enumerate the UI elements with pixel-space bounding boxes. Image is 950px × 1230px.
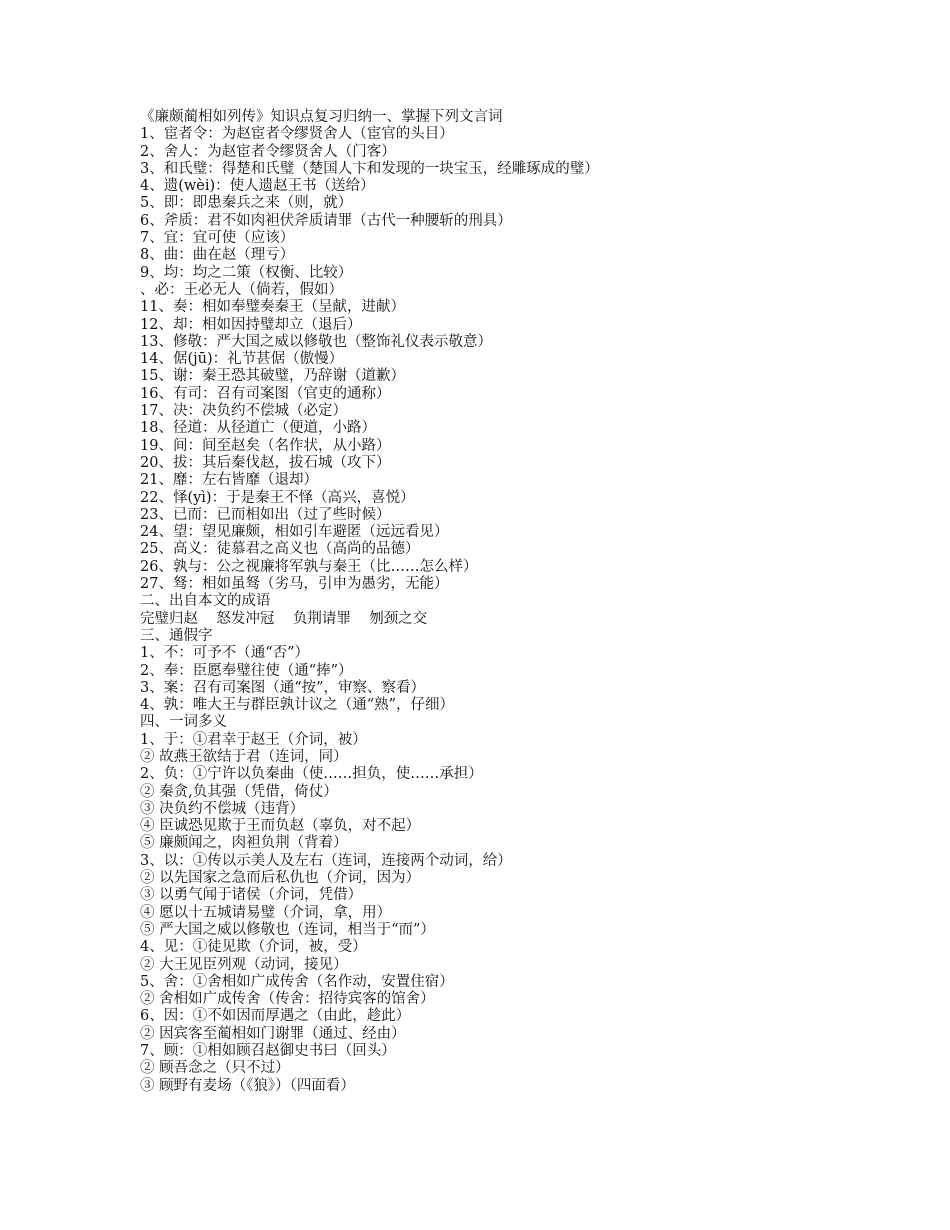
vocab-item: 11、奏：相如奉璧奏秦王（呈献，进献） [140, 299, 405, 316]
polysemy-item: ④ 臣诚恐见欺于王而负赵（辜负，对不起） [140, 818, 421, 835]
vocab-item: 13、修敬：严大国之威以修敬也（整饰礼仪表示敬意） [140, 333, 492, 350]
document-page [140, 109, 940, 1095]
polysemy-item: ② 顾吾念之（只不过） [140, 1060, 290, 1077]
idioms-line: 完璧归赵 怒发冲冠 负荆请罪 刎颈之交 [140, 610, 428, 627]
polysemy-item: 3、以：①传以示美人及左右（连词，连接两个动词，给） [140, 852, 512, 869]
loanword-item: 1、不：可予不（通“否”） [140, 645, 310, 662]
vocab-item: 23、已而：已而相如出（过了些时候） [140, 506, 391, 523]
vocab-item: 24、望：望见廉颇，相如引车避匿（远远看见） [140, 524, 449, 541]
vocab-item: 17、决：决负约不偿城（必定） [140, 403, 347, 420]
vocab-item: 5、即：即患秦兵之来（则，就） [140, 195, 353, 212]
vocab-item: 16、有司：召有司案图（官吏的通称） [140, 385, 391, 402]
polysemy-item: ② 以先国家之急而后私仇也（介词，因为） [140, 870, 421, 887]
polysemy-item: ② 秦贪,负其强（凭借，倚仗） [140, 783, 338, 800]
vocab-item: 21、靡：左右皆靡（退却） [140, 472, 318, 489]
vocab-item: 14、倨(jū)：礼节甚倨（傲慢） [140, 351, 344, 368]
vocab-item: 3、和氏璧：得楚和氏璧（楚国人卞和发现的一块宝玉，经雕琢成的璧） [140, 160, 599, 177]
section-heading: 四、一词多义 [140, 714, 227, 731]
polysemy-item: ② 故燕王欲结于君（连词，同） [140, 748, 348, 765]
polysemy-item: ③ 决负约不偿城（违背） [140, 800, 305, 817]
vocab-item: 27、驽：相如虽驽（劣马，引申为愚劣，无能） [140, 576, 449, 593]
vocab-item: 、必：王必无人（倘若，假如） [140, 281, 343, 298]
polysemy-item: 5、舍：①舍相如广成传舍（名作动，安置住宿） [140, 973, 454, 990]
doc-title: 《廉颇蔺相如列传》知识点复习归纳一、掌握下列文言词 [140, 109, 503, 125]
vocab-item: 22、怿(yì)：于是秦王不怿（高兴，喜悦） [140, 489, 415, 506]
vocab-item: 15、谢：秦王恐其破璧，乃辞谢（道歉） [140, 368, 405, 385]
polysemy-item: 6、因：①不如因而厚遇之（由此，趁此） [140, 1008, 411, 1025]
vocab-item: 20、拔：其后秦伐赵，拔石城（攻下） [140, 454, 391, 471]
vocab-item: 8、曲：曲在赵（理亏） [140, 247, 295, 264]
loanword-item: 2、奉：臣愿奉璧往使（通“捧”） [140, 662, 353, 679]
polysemy-item: ③ 以勇气闻于诸侯（介词，凭借） [140, 887, 363, 904]
polysemy-item: 4、见：①徒见欺（介词，被，受） [140, 939, 367, 956]
polysemy-item: ⑤ 严大国之威以修敬也（连词，相当于“而”） [140, 921, 435, 938]
vocab-item: 19、间：间至赵矣（名作状，从小路） [140, 437, 391, 454]
vocab-item: 1、宦者令：为赵宦者令缪贤舍人（宦官的头目） [140, 126, 454, 143]
polysemy-item: 7、顾：①相如顾召赵御史书曰（回头） [140, 1043, 396, 1060]
loanword-item: 3、案：召有司案图（通“按”，审察、察看） [140, 679, 426, 696]
vocab-item: 18、径道：从径道亡（便道，小路） [140, 420, 376, 437]
polysemy-item: ② 大王见臣列观（动词，接见） [140, 956, 348, 973]
polysemy-item: ③ 顾野有麦场（《狼》）（四面看） [140, 1077, 355, 1094]
vocab-item: 26、孰与：公之视廉将军孰与秦王（比……怎么样） [140, 558, 478, 575]
vocab-item: 2、舍人：为赵宦者令缪贤舍人（门客） [140, 143, 396, 160]
vocab-item: 4、遗(wèi)：使人遗赵王书（送给） [140, 178, 375, 195]
vocab-item: 6、斧质：君不如肉袒伏斧质请罪（古代一种腰斩的刑具） [140, 212, 512, 229]
loanword-item: 4、孰：唯大王与群臣孰计议之（通“熟”，仔细） [140, 697, 455, 714]
section-heading: 三、通假字 [140, 627, 213, 644]
vocab-item: 7、宜：宜可使（应该） [140, 230, 295, 247]
polysemy-item: ② 因宾客至蔺相如门谢罪（通过、经由） [140, 1025, 406, 1042]
polysemy-item: ② 舍相如广成传舍（传舍：招待宾客的馆舍） [140, 991, 435, 1008]
polysemy-item: ④ 愿以十五城请易璧（介词，拿，用） [140, 904, 392, 921]
section-heading: 二、出自本文的成语 [140, 593, 271, 610]
polysemy-item: 1、于：①君幸于赵王（介词，被） [140, 731, 367, 748]
vocab-item: 25、高义：徒慕君之高义也（高尚的品德） [140, 541, 420, 558]
polysemy-item: ⑤ 廉颇闻之，肉袒负荆（背着） [140, 835, 348, 852]
polysemy-item: 2、负：①宁许以负秦曲（使……担负，使……承担） [140, 766, 483, 783]
vocab-item: 12、却：相如因持璧却立（退后） [140, 316, 362, 333]
vocab-item: 9、均：均之二策（权衡、比较） [140, 264, 353, 281]
